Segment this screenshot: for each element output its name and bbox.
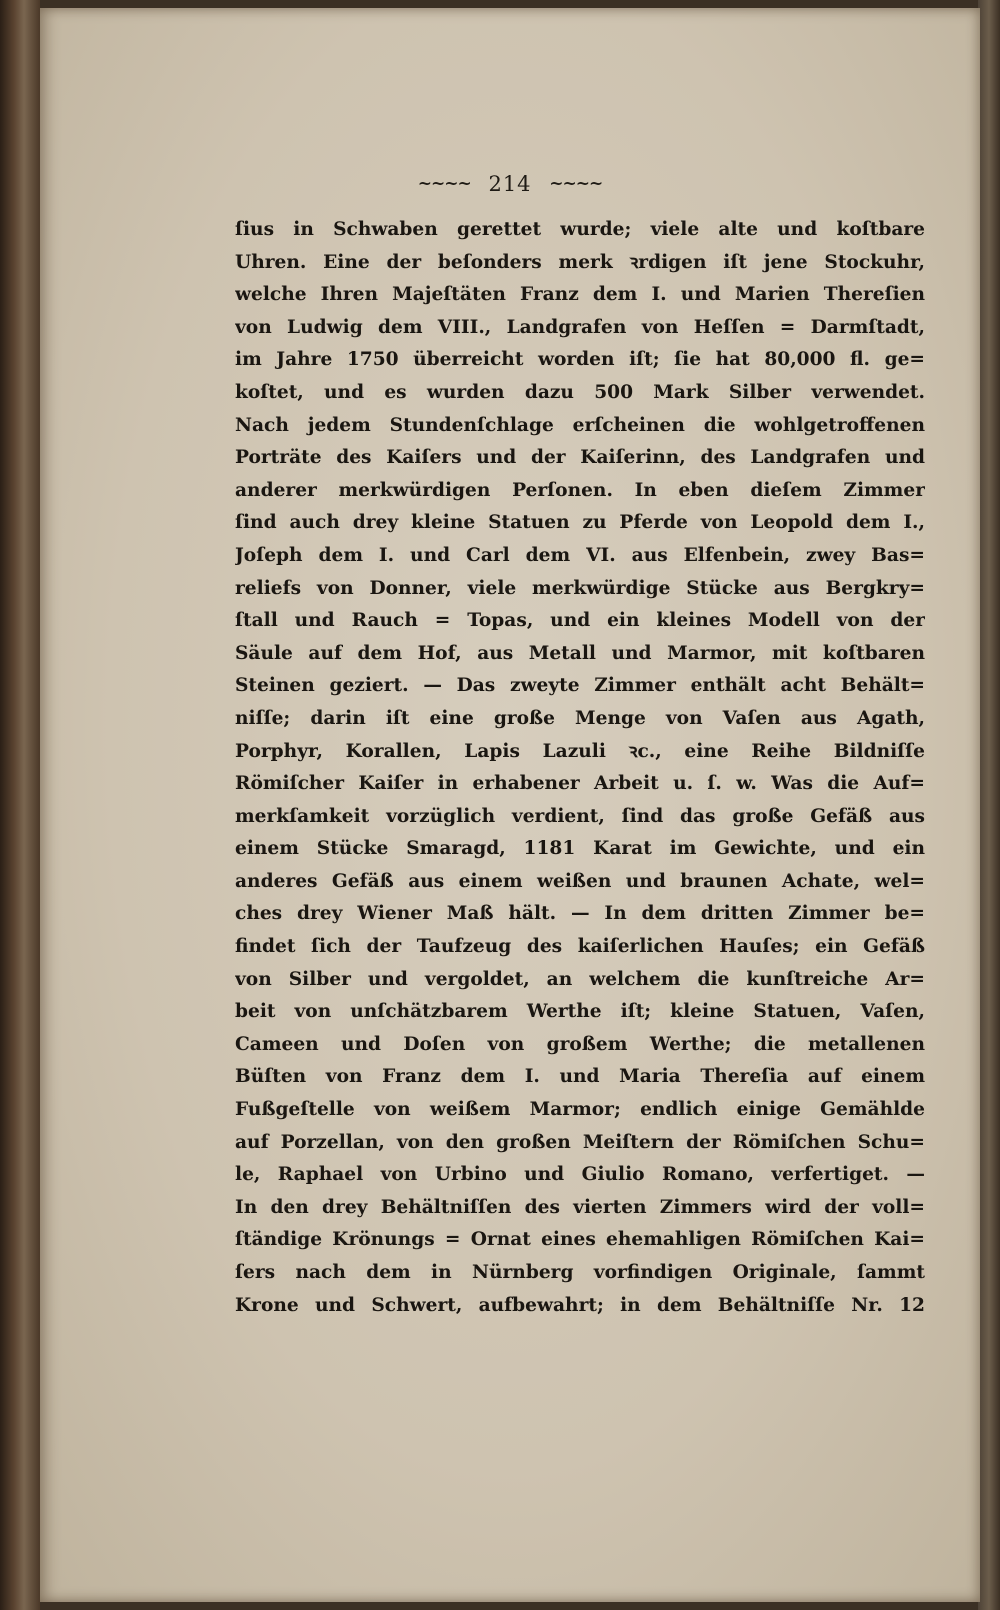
text-line: findet ſich der Taufzeug des kaiſerlichen Hauſes; ein Gefäß (235, 936, 925, 958)
ornament-left: ~~~~ (417, 174, 471, 194)
text-line: Joſeph dem I. und Carl dem VI. aus Elfenbein, zwey Bas= (235, 544, 925, 566)
text-line: Krone und Schwert, aufbewahrt; in dem Behältniſſe Nr. 12 (235, 1294, 925, 1316)
text-line: einem Stücke Smaragd, 1181 Karat im Gewichte, und ein (235, 838, 925, 860)
text-line: welche Ihren Majeſtäten Franz dem I. und Marien Thereſien (235, 284, 925, 306)
text-line: In den drey Behältniſſen des vierten Zimmers wird der voll= (235, 1196, 925, 1218)
text-line: im Jahre 1750 überreicht worden iſt; ſie hat 80,000 fl. ge= (235, 349, 925, 371)
text-line: ſers nach dem in Nürnberg vorfindigen Originale, ſammt (235, 1262, 925, 1283)
text-line: auf Porzellan, von den großen Meiſtern der Römiſchen Schu= (235, 1131, 925, 1153)
book-binding-edge (0, 0, 40, 1610)
text-line: ſtändige Krönungs = Ornat eines ehemahligen Römiſchen Kai= (235, 1229, 925, 1251)
text-line: ſind auch drey kleine Statuen zu Pferde von Leopold dem I., (235, 512, 925, 534)
text-line: ches drey Wiener Maß hält. — In dem dritten Zimmer be= (235, 903, 925, 925)
text-line: Büſten von Franz dem I. und Maria Thereſia auf einem (235, 1066, 925, 1088)
book-page (40, 8, 980, 1602)
page-number: 214 (488, 172, 532, 196)
text-line: merkſamkeit vorzüglich verdient, ſind das große Gefäß aus (235, 805, 925, 827)
text-line: reliefs von Donner, viele merkwürdige Stücke aus Bergkry= (235, 577, 925, 599)
text-line: Römiſcher Kaiſer in erhabener Arbeit u. ſ. w. Was die Auf= (235, 773, 925, 795)
body-text (235, 214, 925, 1322)
text-line: von Silber und vergoldet, an welchem die kunſtreiche Ar= (235, 968, 925, 990)
text-line: Säule auf dem Hof, aus Metall und Marmor, mit koſtbaren (235, 642, 925, 664)
text-line: von Ludwig dem VIII., Landgrafen von Heſſen = Darmſtadt, (235, 316, 925, 338)
text-line: anderes Gefäß aus einem weißen und braunen Achate, wel= (235, 870, 925, 892)
text-line: Steinen geziert. — Das zweyte Zimmer enthält acht Behält= (235, 675, 925, 697)
text-line: Cameen und Doſen von großem Werthe; die metallenen (235, 1033, 925, 1055)
text-line: ſtall und Rauch = Topas, und ein kleines Modell von der (235, 610, 925, 632)
text-line: anderer merkwürdigen Perſonen. In eben dieſem Zimmer (235, 479, 925, 501)
text-line: niſſe; darin iſt eine große Menge von Vaſen aus Agath, (235, 707, 925, 729)
text-line: koſtet, und es wurden dazu 500 Mark Silber verwendet. (235, 381, 925, 403)
text-line: Porträte des Kaiſers und der Kaiſerinn, des Landgrafen und (235, 447, 925, 469)
text-line: le, Raphael von Urbino und Giulio Romano, verfertiget. — (235, 1164, 925, 1186)
page-header (40, 172, 980, 196)
ornament-right: ~~~~ (549, 174, 603, 194)
text-line: Nach jedem Stundenſchlage erſcheinen die wohlgetroffenen (235, 414, 925, 436)
text-line: Uhren. Eine der beſonders merk ꝛrdigen iſt jene Stockuhr, (235, 251, 925, 273)
text-line: beit von unſchätzbarem Werthe iſt; kleine Statuen, Vaſen, (235, 1001, 925, 1023)
page-edge-right (978, 0, 1000, 1610)
text-line: ſius in Schwaben gerettet wurde; viele alte und koſtbare (235, 219, 925, 240)
text-line: Fußgeſtelle von weißem Marmor; endlich einige Gemählde (235, 1099, 925, 1121)
text-line: Porphyr, Korallen, Lapis Lazuli ꝛc., eine Reihe Bildniſſe (235, 740, 925, 762)
